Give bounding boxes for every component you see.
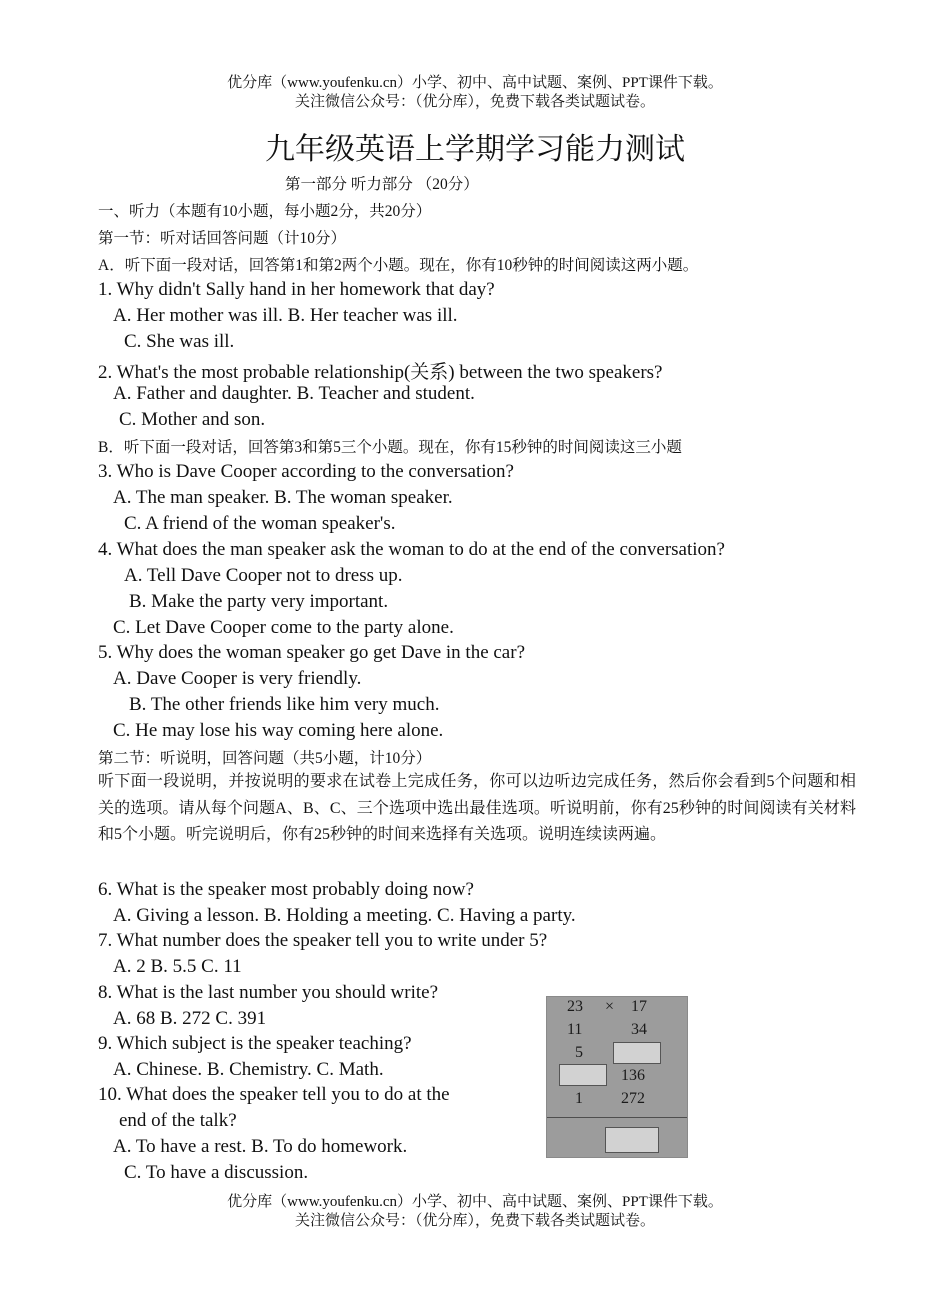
question-8-options: A. 68 B. 272 C. 391 (113, 1008, 267, 1029)
figure-number: 23 (567, 998, 583, 1015)
section-sub-heading-1: 第一节：听对话回答问题（计10分） (98, 230, 347, 247)
part-title: 第一部分 听力部分 （20分） (285, 176, 479, 193)
figure-number: 1 (575, 1090, 583, 1107)
page-title: 九年级英语上学期学习能力测试 (265, 133, 685, 166)
question-4-option-a: A. Tell Dave Cooper not to dress up. (124, 565, 403, 586)
question-5: 5. Why does the woman speaker go get Dave in the car? (98, 642, 525, 663)
figure-number: 5 (575, 1044, 583, 1061)
question-5-option-a: A. Dave Cooper is very friendly. (113, 668, 362, 689)
figure-number: 34 (631, 1021, 647, 1038)
question-4: 4. What does the man speaker ask the woman to do at the end of the conversation? (98, 539, 725, 560)
question-6: 6. What is the speaker most probably doing now? (98, 879, 474, 900)
question-4-option-b: B. Make the party very important. (129, 591, 389, 612)
question-2: 2. What's the most probable relationship(关系) between the two speakers? (98, 362, 663, 383)
multiplication-figure (546, 996, 688, 1158)
question-3: 3. Who is Dave Cooper according to the conversation? (98, 461, 514, 482)
header-line-1: 优分库（www.youfenku.cn）小学、初中、高中试题、案例、PPT课件下载。 (227, 75, 723, 91)
question-1: 1. Why didn't Sally hand in her homework that day? (98, 279, 495, 300)
question-3-options-ab: A. The man speaker. B. The woman speaker. (113, 487, 453, 508)
section-sub-heading-2: 第二节：听说明，回答问题（共5小题，计10分） (98, 750, 432, 767)
question-10-options-ab: A. To have a rest. B. To do homework. (113, 1136, 408, 1157)
section-heading: 一、听力（本题有10小题，每小题2分，共20分） (98, 203, 432, 220)
question-9-options: A. Chinese. B. Chemistry. C. Math. (113, 1059, 384, 1080)
answer-blank-box (559, 1064, 607, 1086)
answer-blank-box (605, 1127, 659, 1153)
question-4-option-c: C. Let Dave Cooper come to the party alone. (113, 617, 454, 638)
figure-number: 17 (631, 998, 647, 1015)
question-10: 10. What does the speaker tell you to do at the (98, 1084, 450, 1105)
question-6-options: A. Giving a lesson. B. Holding a meeting. C. Having a party. (113, 905, 576, 926)
multiply-sign: × (605, 998, 615, 1015)
question-5-option-b: B. The other friends like him very much. (129, 694, 440, 715)
figure-divider (547, 1117, 687, 1118)
question-1-options-ab: A. Her mother was ill. B. Her teacher was ill. (113, 305, 458, 326)
figure-number: 11 (567, 1021, 583, 1038)
question-9: 9. Which subject is the speaker teaching? (98, 1033, 412, 1054)
question-2-option-c: C. Mother and son. (119, 409, 266, 430)
figure-number: 136 (621, 1067, 645, 1084)
question-3-option-c: C. A friend of the woman speaker's. (124, 513, 396, 534)
question-10-option-c: C. To have a discussion. (124, 1162, 309, 1183)
answer-blank-box (613, 1042, 661, 1064)
question-1-option-c: C. She was ill. (124, 331, 235, 352)
header-line-2: 关注微信公众号：（优分库），免费下载各类试题试卷。 (294, 94, 655, 110)
instruction-b: B．听下面一段对话，回答第3和第5三个小题。现在，你有15秒钟的时间阅读这三小题 (98, 439, 682, 456)
question-5-option-c: C. He may lose his way coming here alone. (113, 720, 444, 741)
question-7: 7. What number does the speaker tell you to write under 5? (98, 930, 548, 951)
figure-number: 272 (621, 1090, 645, 1107)
instruction-a: A．听下面一段对话，回答第1和第2两个小题。现在，你有10秒钟的时间阅读这两小题。 (98, 257, 699, 274)
footer-line-1: 优分库（www.youfenku.cn）小学、初中、高中试题、案例、PPT课件下载。 (227, 1194, 723, 1210)
question-10-continued: end of the talk? (119, 1110, 237, 1131)
section-2-instructions: 听下面一段说明，并按说明的要求在试卷上完成任务，你可以边听边完成任务，然后你会看到5个问题和相关的选项。请从每个问题A、B、C、三个选项中选出最佳选项。听说明前，你有25秒钟的时间阅读有关材料和5个小题。听完说明后，你有25秒钟的时间来选择有关选项。说明连续读两遍。 (98, 773, 856, 843)
footer-line-2: 关注微信公众号：（优分库），免费下载各类试题试卷。 (294, 1213, 655, 1229)
question-8: 8. What is the last number you should write? (98, 982, 439, 1003)
question-7-options: A. 2 B. 5.5 C. 11 (113, 956, 242, 977)
question-2-options-ab: A. Father and daughter. B. Teacher and student. (113, 383, 475, 404)
